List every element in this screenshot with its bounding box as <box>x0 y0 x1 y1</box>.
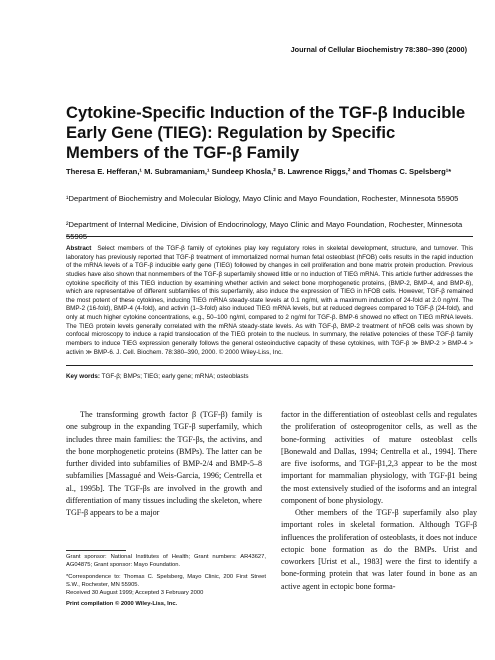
footnote-rule <box>66 550 126 551</box>
body-left-column: The transforming growth factor β (TGF-β) family is one subgroup in the expanding TGF-β superfamily, which includes three main families: the TGF-βs, the activins, and the bone morphogenetic proteins (BMPs). The latter can be further divided into subfamilies of BMP-2/4 and BMP-5–8 subfamilies [Massagué and Weis-Garcia, 1996; Centrella et al., 1995b]. The TGF-βs are involved in the growth and differentiation of many tissues including the skeleton, where TGF-β appears to be a major <box>66 410 262 517</box>
body-right-column <box>281 409 477 593</box>
article-title: Cytokine-Specific Induction of the TGF-β Inducible Early Gene (TIEG): Regulation by Specific Members of the TGF-β Family <box>66 103 466 162</box>
keywords <box>66 372 473 381</box>
footnotes <box>66 553 266 609</box>
keywords-text: TGF-β; BMPs; TIEG; early gene; mRNA; osteoblasts <box>101 373 249 380</box>
correspondence-footnote: *Correspondence to: Thomas C. Spelsberg, Mayo Clinic, 200 First Street S.W., Rochester, MN 55905. <box>66 573 266 588</box>
abstract-top-rule <box>66 236 473 237</box>
abstract <box>66 245 473 357</box>
received-dates: Received 30 August 1999; Accepted 3 February 2000 <box>66 590 204 597</box>
affiliation-2: ²Department of Internal Medicine, Division of Endocrinology, Mayo Clinic and Mayo Foundation, Rochester, Minnesota 55905 <box>66 220 463 241</box>
abstract-text: Select members of the TGF-β family of cytokines play key regulatory roles in skeletal development, structure, and turnover. This laboratory has previously reported that TGF-β treatment of immortalized normal human fetal osteoblast (hFOB) cells results in the rapid induction of the mRNA levels of a TGF-β inducible early gene (TIEG) followed by changes in cell proliferation and bone matrix protein production. Previous studies have also shown that nonmembers of the TGF-β superfamily showed little or no induction of TIEG mRNA. This article further addresses the cytokine specificity of this TIEG induction by examining whether activin and select bone morphogenetic proteins, (BMP-2, BMP-4, and BMP-6), which are representative of different subfamilies of this superfamily, also induce the expression of TIEG in hFOB cells. However, TGF-β remained the most potent of these cytokines, inducing TIEG mRNA steady-state levels at 0.1 ng/ml, with a maximum induction of 24-fold at 2.0 ng/ml. The BMP-2 (16-fold), BMP-4 (4-fold), and activin (1–3-fold) also induced TIEG mRNA levels, but at reduced degrees compared to TGF-β (24-fold), and only at much higher cytokine concentrations, e.g., 50–100 ng/ml, compared to 2 ng/ml for TGF-β. BMP-6 showed no effect on TIEG mRNA levels. The TIEG protein levels generally correlated with the mRNA steady-state levels. As with TGF-β, BMP-2 treatment of hFOB cells was shown by confocal microscopy to induce a rapid translocation of the TIEG protein to the nucleus. In summary, the relative potencies of these TGF-β family members to induce TIEG expression generally follows the general osteoinductive capacity of these cytokines, with TGF-β ≫ BMP-2 > BMP-4 > activin ≫ BMP-6. J. Cell. Biochem. 78:380–390, 2000. <box>66 245 473 356</box>
author-list: Theresa E. Hefferan,¹ M. Subramaniam,¹ Sundeep Khosla,² B. Lawrence Riggs,² and Thomas C. Spelsberg¹* <box>66 167 452 176</box>
grant-footnote: Grant sponsor: National Institutes of Health; Grant numbers: AR43627, AG04875; Grant sponsor: Mayo Foundation. <box>66 554 266 569</box>
body-right-paragraph-2: Other members of the TGF-β superfamily also play important roles in skeletal formation. Although TGF-β influences the proliferation of osteoblasts, it does not induce ectopic bone formation as do the BMPs. Urist and coworkers [Urist et al., 1983] were the first to identify a bone-forming protein that was later found in bone as an active agent in ectopic bone forma- <box>281 508 477 591</box>
print-compilation: Print compilation © 2000 Wiley-Liss, Inc. <box>66 601 178 608</box>
body-right-paragraph-1: factor in the differentiation of osteoblast cells and regulates the proliferation of osteoprogenitor cells, as well as the bone-forming activities of mature osteoblast cells [Bonewald and Dallas, 1994; Centrella et al., 1994]. There are five isoforms, and TGF-β1,2,3 appear to be the most important for mammalian physiology, with TGF-β1 being the most extensively studied of the isoforms and an integral component of bone physiology. <box>281 410 477 505</box>
abstract-label: Abstract <box>66 245 92 252</box>
abstract-copyright: © 2000 Wiley-Liss, Inc. <box>218 348 283 356</box>
keywords-label: Key words: <box>66 373 100 380</box>
abstract-bottom-rule <box>66 365 473 366</box>
affiliation-1: ¹Department of Biochemistry and Molecular Biology, Mayo Clinic and Mayo Foundation, Rochester, Minnesota 55905 <box>66 194 459 203</box>
journal-header: Journal of Cellular Biochemistry 78:380–390 (2000) <box>290 45 467 54</box>
